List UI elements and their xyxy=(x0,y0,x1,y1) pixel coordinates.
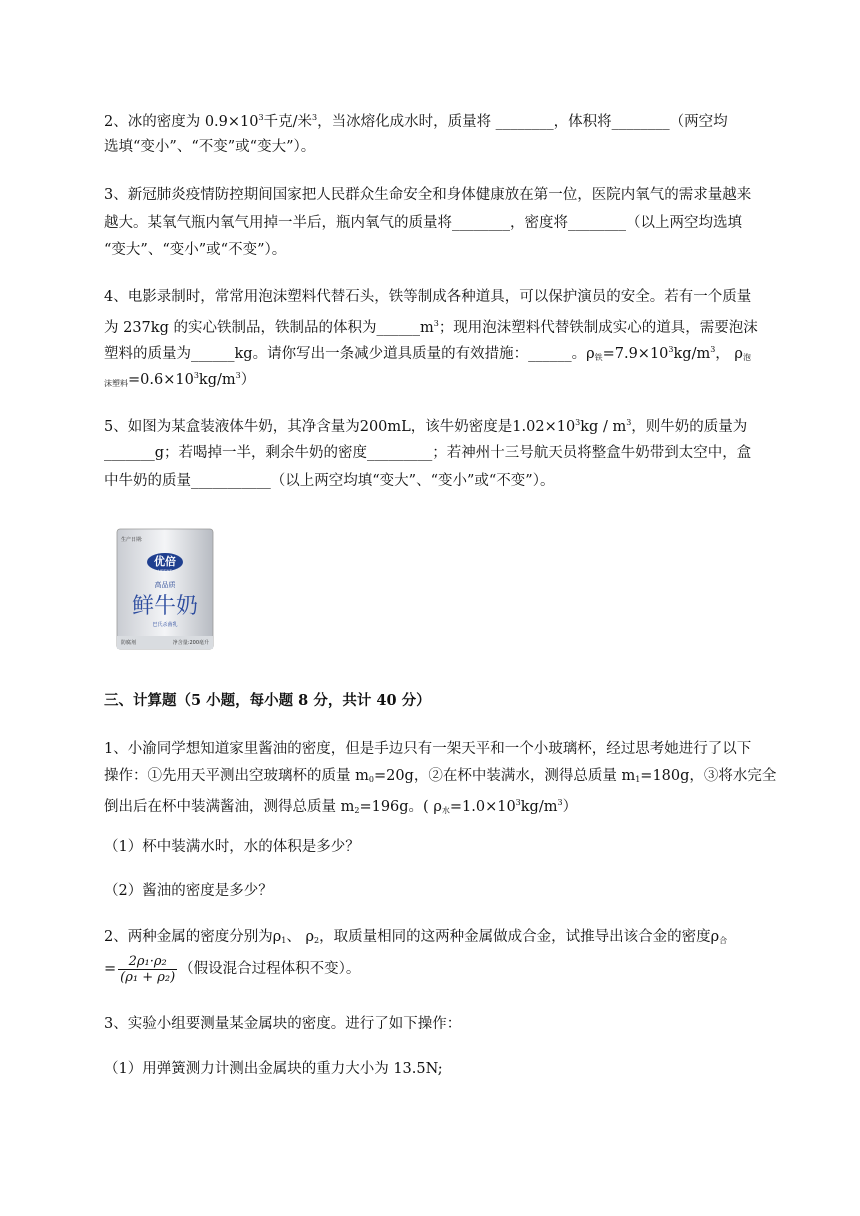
carton-top-label: 生产日期: xyxy=(121,537,143,543)
q5-line1 xyxy=(104,413,810,437)
c2-l1-b: 、 ρ xyxy=(286,929,314,945)
carton-net: 净含量:200毫升 xyxy=(172,640,209,646)
q2-sup: 3 xyxy=(258,113,264,122)
carton-quality: 高品质 xyxy=(154,581,176,589)
q4-l3-a: 塑料的质量为______kg。请你写出一条减少道具质量的有效措施：______。ρ xyxy=(104,346,595,362)
milk-carton-image xyxy=(116,528,214,650)
q4-l3-sub: 铁 xyxy=(594,353,603,362)
c2-l2-text: （假设混合过程体积不变）。 xyxy=(179,961,361,977)
q2-text-b: 千克/米 xyxy=(263,114,312,130)
carton-brand: 优倍 xyxy=(154,555,176,568)
q5-l1-c: ，则牛奶的质量为 xyxy=(631,419,748,435)
q5-l1-b: kg / m xyxy=(580,419,627,435)
c1-l2-a: 操作：①先用天平测出空玻璃杯的质量 m xyxy=(104,768,369,784)
c2-line2 xyxy=(104,952,810,986)
c2-l1-sub3: 合 xyxy=(719,936,728,945)
q4-l3-sup: 3 xyxy=(668,345,674,354)
q2-line1 xyxy=(104,108,810,132)
c1-l2-sub: 0 xyxy=(368,775,374,784)
q4-l4-sup2: 3 xyxy=(235,371,241,380)
carton-pasteur: 巴氏杀菌乳 xyxy=(152,622,178,628)
q4-l3-sup2: 3 xyxy=(710,345,716,354)
q2-text-a: 2、冰的密度为 0.9×10 xyxy=(104,114,259,130)
c1-l3-b: =196g。( ρ xyxy=(359,799,442,815)
q4-l4-a: =0.6×10 xyxy=(128,372,194,388)
c1-l3-e: ） xyxy=(562,799,578,815)
carton-product: 鲜牛奶 xyxy=(131,594,199,619)
q4-line1: 4、电影录制时，常常用泡沫塑料代替石头，铁等制成各种道具，可以保护演员的安全。若有一个质量 xyxy=(104,289,752,305)
c2-l1-sub2: 2 xyxy=(313,936,320,945)
c1-l2-c: =180g，③将水完全 xyxy=(640,768,777,784)
c2-line1 xyxy=(104,927,810,951)
q4-l4-sup: 3 xyxy=(193,371,199,380)
q3-line2: 越大。某氧气瓶内氧气用掉一半后，瓶内氧气的质量将________，密度将________（以上两空均选填 xyxy=(104,215,742,231)
q4-l2-a: 为 237kg 的实心铁制品，铁制品的体积为______m xyxy=(104,320,434,336)
q3-line3: “变大”、“变小”或“不变”）。 xyxy=(104,242,287,258)
q2-sup2: 3 xyxy=(311,113,318,122)
carton-bottom-left: 防腐剂 xyxy=(121,640,137,646)
c1-sub1: （1）杯中装满水时，水的体积是多少？ xyxy=(104,839,360,855)
q5-l1-sup: 3 xyxy=(575,418,581,427)
q4-l4-b: kg/m xyxy=(198,372,236,388)
q4-line3 xyxy=(104,340,810,368)
c2-l1-sub: 1 xyxy=(281,936,287,945)
section3-heading: 三、计算题（5 小题，每小题 8 分，共计 40 分） xyxy=(104,692,431,709)
c2-l1-a: 2、两种金属的密度分别为ρ xyxy=(104,929,282,945)
carton-brand-en: URENT xyxy=(158,568,172,573)
c1-line1: 1、小渝同学想知道家里酱油的密度，但是手边只有一架天平和一个小玻璃杯，经过思考她进行了以下 xyxy=(104,741,752,757)
q4-l4-c: ） xyxy=(240,372,256,388)
c1-line2 xyxy=(104,766,810,790)
q4-l2-sup: 3 xyxy=(433,319,439,328)
c1-sub2: （2）酱油的密度是多少？ xyxy=(104,883,273,899)
c1-l3-sub2: 水 xyxy=(441,806,450,815)
c1-l3-a: 倒出后在杯中装满酱油，测得总质量 m xyxy=(104,799,355,815)
c1-l2-sub2: 1 xyxy=(635,775,641,784)
c1-l3-d: kg/m xyxy=(520,799,558,815)
c2-equals: = xyxy=(104,961,117,977)
q4-l4-sub: 沫塑料 xyxy=(104,379,128,388)
q4-l3-b: =7.9×10 xyxy=(602,346,669,362)
q4-line2 xyxy=(104,314,810,338)
q5-line2: _______g；若喝掉一半，剩余牛奶的密度_________；若神州十三号航天员将整盒牛奶带到太空中，盒 xyxy=(104,445,752,461)
c1-l3-sup: 3 xyxy=(515,798,521,807)
q4-l3-d: ， ρ xyxy=(715,346,743,362)
q5-l1-sup2: 3 xyxy=(626,418,632,427)
c3-line1: 3、实验小组要测量某金属块的密度。进行了如下操作： xyxy=(104,1016,462,1032)
c1-line3 xyxy=(104,793,810,821)
q2-line2: 选填“变小”、“不变”或“变大”）。 xyxy=(104,139,316,155)
c1-l3-sub: 2 xyxy=(354,806,360,815)
c2-density-formula xyxy=(118,954,177,985)
q4-l3-c: kg/m xyxy=(673,346,711,362)
q4-l2-b: ；现用泡沫塑料代替铁制成实心的道具，需要泡沫 xyxy=(438,320,758,336)
c2-formula-numerator: 2ρ₁·ρ₂ xyxy=(118,954,177,970)
c1-l3-sup2: 3 xyxy=(557,798,563,807)
c1-l3-c: =1.0×10 xyxy=(449,799,516,815)
c2-formula-denominator: (ρ₁ + ρ₂) xyxy=(120,969,176,985)
c3-sub1: （1）用弹簧测力计测出金属块的重力大小为 13.5N; xyxy=(104,1061,443,1077)
q2-text-c: ，当冰熔化成水时，质量将 ________，体积将________（两空均 xyxy=(317,114,728,130)
q4-l3-sub2: 泡 xyxy=(742,353,751,362)
c1-l2-b: =20g，②在杯中装满水，测得总质量 m xyxy=(373,768,636,784)
q3-line1: 3、新冠肺炎疫情防控期间国家把人民群众生命安全和身体健康放在第一位，医院内氧气的需求量越来 xyxy=(104,187,752,203)
q5-l1-a: 5、如图为某盒装液体牛奶，其净含量为200mL，该牛奶密度是1.02×10 xyxy=(104,419,576,435)
q4-line4 xyxy=(104,366,810,394)
q5-line3: 中牛奶的质量___________（以上两空均填“变大”、“变小”或“不变”）。 xyxy=(104,473,555,489)
c2-l1-c: ，取质量相同的这两种金属做成合金，试推导出该合金的密度ρ xyxy=(319,929,720,945)
